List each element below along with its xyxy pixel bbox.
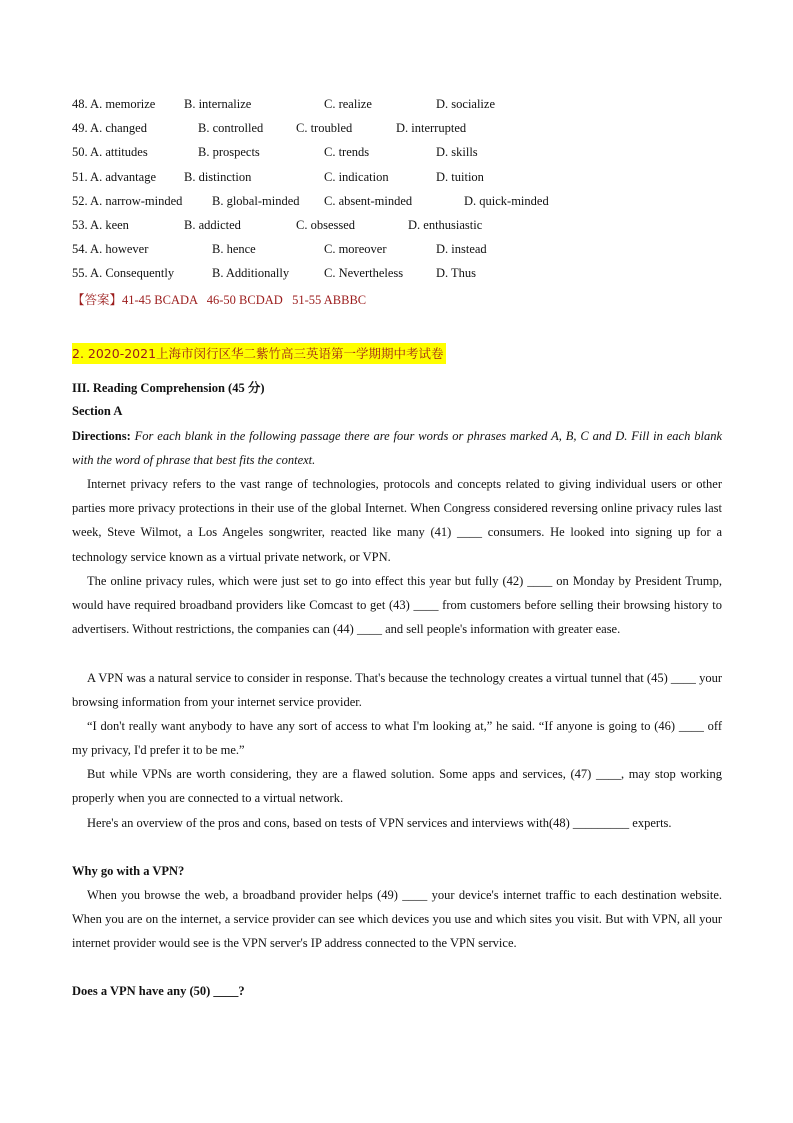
option-d: D. interrupted: [396, 121, 467, 135]
option-d: D. socialize: [436, 97, 496, 111]
option-a: 55. A. Consequently: [72, 266, 175, 280]
option-d: D. skills: [436, 145, 478, 159]
option-c: C. absent-minded: [324, 194, 413, 208]
paragraph-4: “I don't really want anybody to have any sort of access to what I'm looking at,” he said. “If anyone is going to (46) ____ off my privacy, I'd prefer it to be me.”: [72, 719, 722, 758]
option-b: B. hence: [212, 242, 256, 256]
paragraph-vpn: When you browse the web, a broadband provider helps (49) ____ your device's internet traffic to each destination website. When you are on the internet, a service provider can see which devices you use and which sites you visit. But with VPN, all your internet provider would see is the VPN server's IP address connected to the VPN service.: [72, 888, 722, 951]
option-c: C. indication: [324, 170, 389, 184]
part-title: III. Reading Comprehension (45 分): [72, 381, 265, 395]
option-a: 52. A. narrow-minded: [72, 194, 183, 208]
option-b: B. distinction: [184, 170, 252, 184]
option-d: D. enthusiastic: [408, 218, 483, 232]
option-b: B. prospects: [198, 145, 260, 159]
paragraph-6: Here's an overview of the pros and cons, based on tests of VPN services and interviews with(48) _________ experts.: [87, 816, 672, 830]
paragraph-3: A VPN was a natural service to consider in response. That's because the technology creates a virtual tunnel that (45) ____ your browsing information from your internet service provider.: [72, 671, 722, 710]
subheading-downsides: Does a VPN have any (50) ____?: [72, 984, 245, 998]
option-d: D. quick-minded: [464, 194, 549, 208]
option-c: C. troubled: [296, 121, 353, 135]
option-b: B. global-minded: [212, 194, 300, 208]
option-a: 50. A. attitudes: [72, 145, 148, 159]
option-a: 49. A. changed: [72, 121, 147, 135]
option-b: B. internalize: [184, 97, 252, 111]
option-c: C. realize: [324, 97, 372, 111]
option-d: D. instead: [436, 242, 487, 256]
paragraph-2: The online privacy rules, which were just set to go into effect this year but fully (42) ____ on Monday by President Trump, would have required broadband providers like Comcast to get (43) ____ from customers before selling their browsing history to advertisers. Without restrictions, the companies can (44) ____ and sell people's information with greater ease.: [72, 574, 722, 637]
option-b: B. controlled: [198, 121, 264, 135]
section-label: Section A: [72, 404, 123, 418]
option-c: C. obsessed: [296, 218, 356, 232]
directions-text: For each blank in the following passage there are four words or phrases marked A, B, C and D. Fill in each blank with the word of phrase that best fits the context.: [72, 429, 722, 468]
directions-label: Directions:: [72, 429, 131, 443]
paragraph-1: Internet privacy refers to the vast range of technologies, protocols and concepts related to giving individual users or other parties more privacy protections in their use of the global Internet. When Congress considered reversing online privacy rules last week, Steve Wilmot, a Los Angeles songwriter, reacted like many (41) ____ consumers. He looked into signing up for a technology service known as a virtual private network, or VPN.: [72, 477, 722, 564]
option-c: C. trends: [324, 145, 370, 159]
answer-key: 【答案】41-45 BCADA 46-50 BCDAD 51-55 ABBBC: [72, 293, 367, 307]
option-a: 53. A. keen: [72, 218, 129, 232]
subheading-why-vpn: Why go with a VPN?: [72, 864, 185, 878]
option-d: D. tuition: [436, 170, 484, 184]
option-a: 51. A. advantage: [72, 170, 157, 184]
option-d: D. Thus: [436, 266, 477, 280]
option-b: B. addicted: [184, 218, 241, 232]
section-title: 2. 2020-2021上海市闵行区华二紫竹高三英语第一学期期中考试卷: [72, 343, 446, 364]
option-a: 48. A. memorize: [72, 97, 156, 111]
paragraph-5: But while VPNs are worth considering, they are a flawed solution. Some apps and services, (47) ____, may stop working properly when you are connected to a virtual network.: [72, 767, 722, 806]
option-b: B. Additionally: [212, 266, 290, 280]
option-c: C. moreover: [324, 242, 387, 256]
option-a: 54. A. however: [72, 242, 149, 256]
directions: [72, 424, 722, 472]
option-c: C. Nevertheless: [324, 266, 404, 280]
